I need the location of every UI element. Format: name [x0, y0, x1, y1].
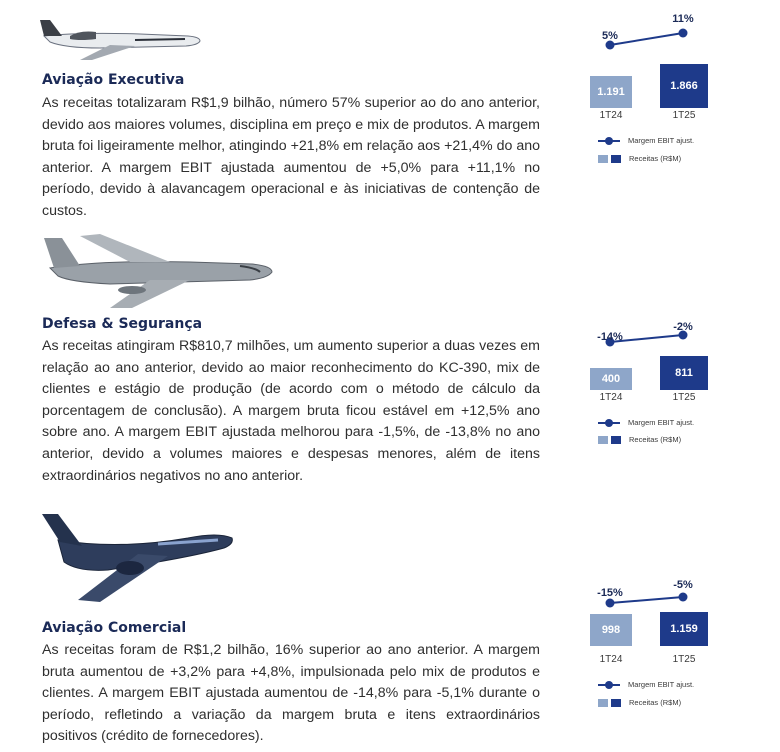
business-jet-icon — [40, 14, 205, 64]
ebit-label: -2% — [673, 321, 693, 333]
section-aviacao-comercial — [0, 500, 780, 752]
ebit-revenue-chart-defesa — [588, 318, 710, 488]
legend-ebit — [598, 418, 694, 427]
section-defesa-seguranca — [0, 230, 780, 500]
legend-revenue — [598, 154, 681, 163]
revenue-bar: 1.159 — [660, 612, 708, 646]
revenue-bar: 400 — [590, 368, 632, 390]
ebit-revenue-chart-comercial — [588, 572, 710, 742]
legend-revenue-label: Receitas (R$M) — [629, 154, 682, 163]
period-label: 1T24 — [599, 392, 623, 403]
revenue-bar: 1.866 — [660, 64, 708, 108]
period-label: 1T24 — [599, 654, 623, 665]
section-title: Defesa & Segurança — [42, 316, 203, 332]
ebit-label: -15% — [597, 587, 623, 599]
revenue-bar: 998 — [590, 614, 632, 646]
commercial-jet-icon — [38, 510, 238, 610]
section-text: As receitas atingiram R$810,7 milhões, um aumento superior a duas vezes em relação ao ano anterior, devido ao maior reconhecimento do KC-390, mix de clientes e estágio de produção (de acordo com o método de cálculo da porcentagem de conclusão). A margem bruta ficou estável em +12,5% ano sobre ano. A margem EBIT ajustada melhorou para -1,5%, de -13,8% no ano anterior, devido a volumes maiores e despesas menores, além de itens extraordinários negativos no ano anterior. — [42, 338, 540, 484]
legend-ebit-label: Margem EBIT ajust. — [628, 680, 695, 689]
legend-revenue — [598, 698, 681, 707]
revenue-bar: 811 — [660, 356, 708, 390]
revenue-bar: 1.191 — [590, 76, 632, 108]
period-label: 1T25 — [672, 392, 696, 403]
ebit-point — [606, 599, 615, 608]
period-label: 1T24 — [599, 110, 623, 121]
legend-revenue-label: Receitas (R$M) — [629, 435, 682, 444]
period-label: 1T25 — [672, 110, 696, 121]
section-title: Aviação Comercial — [42, 620, 187, 636]
ebit-point — [679, 593, 688, 602]
section-text: As receitas totalizaram R$1,9 bilhão, número 57% superior ao do ano anterior, devido aos maiores volumes, disciplina em preço e mix de produtos. A margem bruta foi ligeiramente melhor, atingindo +21,8% em relação aos +21,4% do ano anterior. A margem EBIT ajustada aumentou de +5,0% para +11,1% no período, devido à alavancagem operacional e às iniciativas de contenção de custos. — [42, 95, 540, 219]
section-aviacao-executiva — [0, 0, 780, 230]
ebit-label: 5% — [602, 30, 618, 42]
ebit-point — [679, 29, 688, 38]
section-text: As receitas foram de R$1,2 bilhão, 16% superior ao ano anterior. A margem bruta aumentou de +3,2% para +4,8%, impulsionada pelo mix de produtos e clientes. A margem EBIT ajustada aumentou de -14,8% para -5,1% durante o período, refletindo a variação da margem bruta e itens extraordinários positivos (crédito de fornecedores). — [42, 642, 540, 745]
ebit-label: 11% — [672, 13, 694, 25]
ebit-label: -14% — [597, 331, 623, 343]
legend-revenue — [598, 435, 681, 444]
military-transport-icon — [40, 232, 280, 312]
legend-ebit-label: Margem EBIT ajust. — [628, 136, 695, 145]
ebit-label: -5% — [673, 579, 693, 591]
legend-ebit-label: Margem EBIT ajust. — [628, 418, 695, 427]
section-title: Aviação Executiva — [42, 72, 185, 88]
legend-ebit — [598, 680, 694, 689]
ebit-revenue-chart-executiva — [588, 8, 710, 178]
legend-ebit — [598, 136, 694, 145]
legend-revenue-label: Receitas (R$M) — [629, 698, 682, 707]
period-label: 1T25 — [672, 654, 696, 665]
